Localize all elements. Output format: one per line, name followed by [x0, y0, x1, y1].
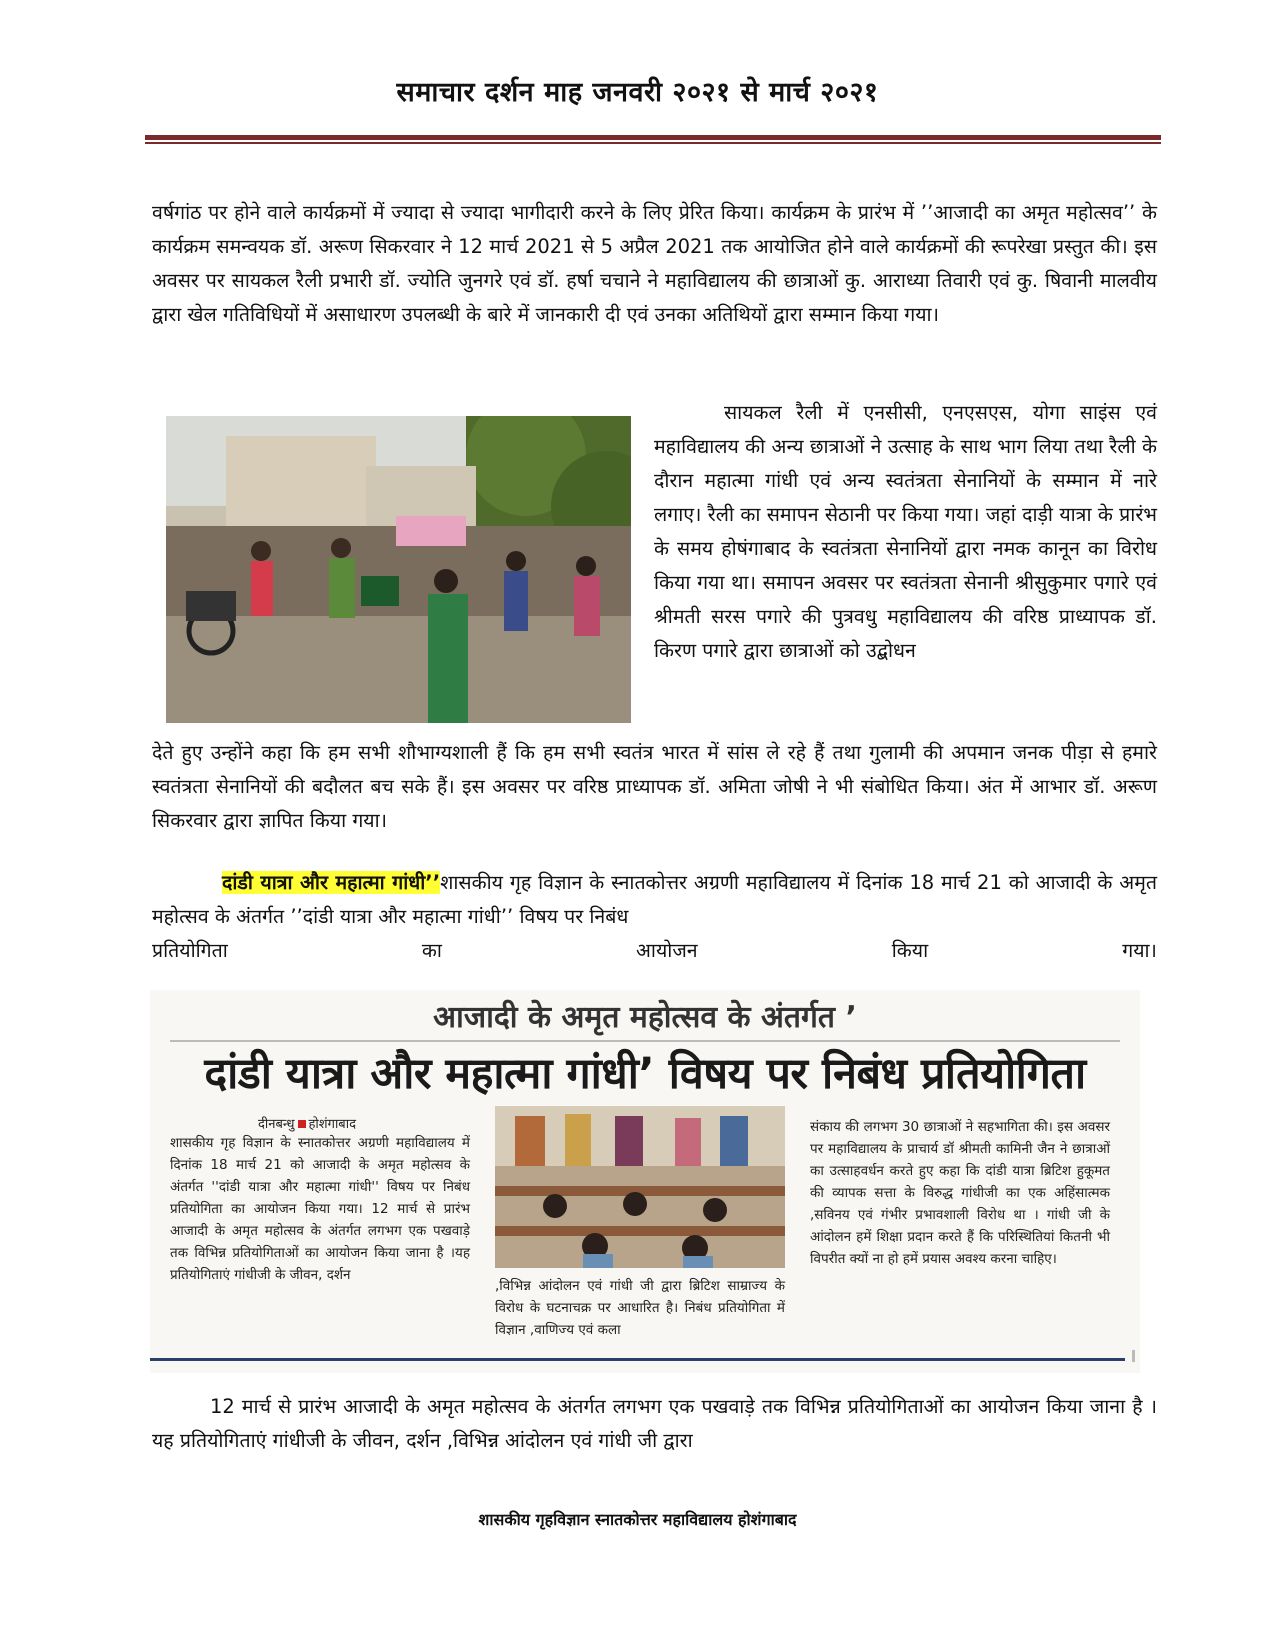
- clipping-photo: [495, 1106, 785, 1268]
- paragraph-4-text: 12 मार्च से प्रारंभ आजादी के अमृत महोत्सव के अंतर्गत लगभग एक पखवाड़े तक विभिन्न प्रतियोगिताओं का आयोजन किया जाना है ।यह प्रतियोगिताएं गांधीजी के जीवन, दर्शन ,विभिन्न आंदोलन एवं गांधी जी द्वारा: [152, 1395, 1157, 1452]
- paragraph-1: वर्षगांठ पर होने वाले कार्यक्रमों में ज्यादा से ज्यादा भागीदारी करने के लिए प्रेरित किया। कार्यक्रम के प्रारंभ में ’’आजादी का अमृत महोत्सव’’ के कार्यक्रम समन्वयक डॉ. अरूण सिकरवार ने 12 मार्च 2021 से 5 अप्रैल 2021 तक आयोजित होने वाले कार्यक्रमों की रूपरेखा प्रस्तुत की। इस अवसर पर सायकल रैली प्रभारी डॉ. ज्योति जुनगरे एवं डॉ. हर्षा चचाने ने महाविद्यालय की छात्राओं कु. आराध्या तिवारी एवं कु. षिवानी मालवीय द्वारा खेल गतिविधियों में असाधारण उपलब्धी के बारे में जानकारी दी एवं उनका अतिथियों द्वारा सम्मान किया गया।: [152, 201, 1157, 326]
- byline-marker: [298, 1120, 306, 1128]
- cycle-rally-photo: [166, 416, 631, 723]
- last-line-word: गया।: [1122, 939, 1157, 962]
- byline-paper: दीनबन्धु: [258, 1117, 295, 1132]
- header-rule-thin: [145, 142, 1161, 144]
- clipping-column-2: ,विभिन्न आंदोलन एवं गांधी जी द्वारा ब्रिटिश साम्राज्य के विरोध के घटनाचक्र पर आधारित है। निबंध प्रतियोगिता में विज्ञान ,वाणिज्य एवं कला: [495, 1278, 785, 1338]
- header-rule-thick: [145, 135, 1161, 140]
- newspaper-clipping: [150, 990, 1140, 1373]
- page-header-title: समाचार दर्शन माह जनवरी २०२१ से मार्च २०२१: [396, 77, 879, 108]
- clipping-column-1: शासकीय गृह विज्ञान के स्नातकोत्तर अग्रणी महाविद्यालय में दिनांक 18 मार्च 21 को आजादी के अमृत महोत्सव के अंतर्गत ''दांडी यात्रा और महात्मा गांधी'' विषय पर निबंध प्रतियोगिता का आयोजन किया गया। 12 मार्च से प्रारंभ आजादी के अमृत महोत्सव के अंतर्गत लगभग एक पखवाड़े तक विभिन्न प्रतियोगिताओं का आयोजन किया जाना है ।यह प्रतियोगिताएं गांधीजी के जीवन, दर्शन: [170, 1135, 470, 1283]
- paragraph-2-wrap: [654, 396, 1157, 668]
- paragraph-4: [152, 1390, 1157, 1458]
- paragraph-3-text: शासकीय गृह विज्ञान के स्नातकोत्तर अग्रणी महाविद्यालय में दिनांक 18 मार्च 21 को आजादी के अमृत महोत्सव के अंतर्गत ’’दांडी यात्रा और महात्मा गांधी’’ विषय पर निबंध: [152, 871, 1157, 928]
- clipping-edge-mark: [1132, 1350, 1135, 1362]
- clipping-byline: [258, 1114, 356, 1132]
- clipping-column-3: संकाय की लगभग 30 छात्राओं ने सहभागिता की। इस अवसर पर महाविद्यालय के प्राचार्य डॉ श्रीमती कामिनी जैन ने छात्राओं का उत्साहवर्धन करते हुए कहा कि दांडी यात्रा ब्रिटिश हुकूमत की व्यापक सत्ता के विरुद्ध गांधीजी का एक अहिंसात्मक ,सविनय एवं गंभीर प्रभावशाली विरोध था । गांधी जी के आंदोलन हमें शिक्षा प्रदान करते हैं कि परिस्थितियां कितनी भी विपरीत क्यों ना हो हमें प्रयास अवश्य करना चाहिए।: [810, 1119, 1110, 1267]
- clipping-kicker: आजादी के अमृत महोत्सव के अंतर्गत ’: [433, 1000, 857, 1035]
- clipping-headline: दांडी यात्रा और महात्मा गांधी’ विषय पर निबंध प्रतियोगिता: [204, 1049, 1086, 1099]
- highlighted-title: दांडी यात्रा और महात्मा गांधी’’: [222, 871, 441, 894]
- byline-place: होशंगाबाद: [308, 1117, 357, 1132]
- paragraph-2-wrap-text: सायकल रैली में एनसीसी, एनएसएस, योगा साइंस एवं महाविद्यालय की अन्य छात्राओं ने उत्साह के साथ भाग लिया तथा रैली के दौरान महात्मा गांधी एवं अन्य स्वतंत्रता सेनानियों के सम्मान में नारे लगाए। रैली का समापन सेठानी पर किया गया। जहां दाड़ी यात्रा के प्रारंभ के समय होषंगाबाद के स्वतंत्रता सेनानियों द्वारा नमक कानून का विरोध किया गया था। समापन अवसर पर स्वतंत्रता सेनानी श्रीसुकुमार पगारे एवं श्रीमती सरस पगारे की पुत्रवधु महाविद्यालय की वरिष्ठ प्राध्यापक डॉ. किरण पगारे द्वारा छात्राओं को उद्बोधन: [654, 401, 1157, 662]
- last-line-word: आयोजन: [636, 939, 698, 962]
- clipping-rule-bottom: [150, 1358, 1125, 1361]
- page-footer: शासकीय गृहविज्ञान स्नातकोत्तर महाविद्यालय होशंगाबाद: [478, 1510, 797, 1529]
- paragraph-2-continued: देते हुए उन्होंने कहा कि हम सभी शौभाग्यशाली हैं कि हम सभी स्वतंत्र भारत में सांस ले रहे हैं तथा गुलामी की अपमान जनक पीड़ा से हमारे स्वतंत्रता सेनानियों की बदौलत बच सके हैं। इस अवसर पर वरिष्ठ प्राध्यापक डॉ. अमिता जोषी ने भी संबोधित किया। अंत में आभार डॉ. अरूण सिकरवार द्वारा ज्ञापित किया गया।: [152, 741, 1157, 832]
- last-line-word: किया: [891, 939, 929, 962]
- last-line-word: का: [421, 939, 442, 962]
- last-line-word: प्रतियोगिता: [152, 939, 228, 962]
- paragraph-3: [152, 866, 1157, 968]
- paragraph-3-last-line: [152, 934, 1157, 968]
